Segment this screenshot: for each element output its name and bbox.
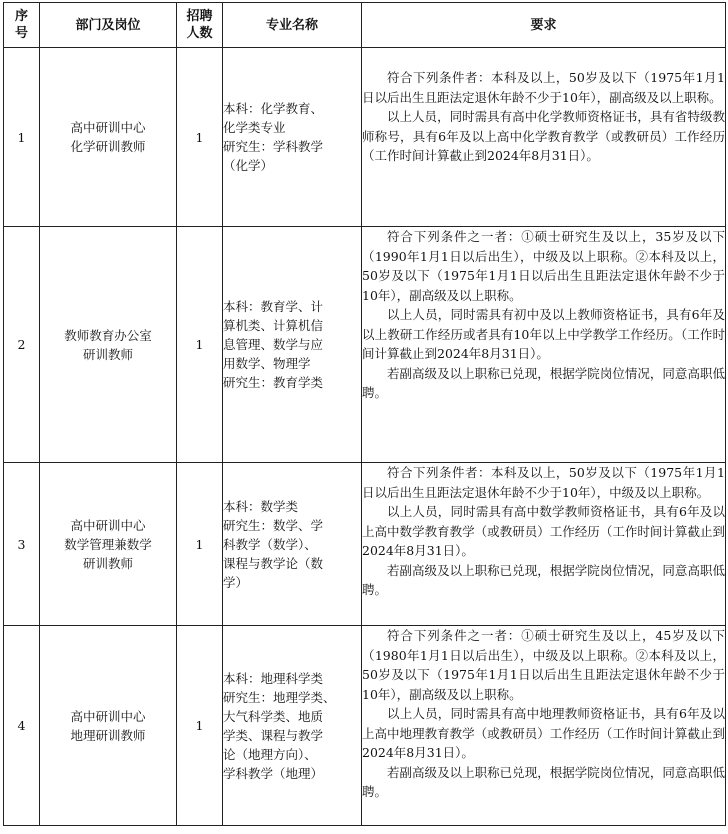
row-headcount: 1 (177, 48, 223, 227)
header-department: 部门及岗位 (40, 3, 177, 48)
row-department: 教师教育办公室 研训教师 (40, 227, 177, 463)
row-department: 高中研训中心 数学管理兼数学 研训教师 (40, 463, 177, 626)
table-row (4, 626, 726, 826)
row-headcount: 1 (177, 227, 223, 463)
row-department: 高中研训中心 化学研训教师 (40, 48, 177, 227)
row-department: 高中研训中心 地理研训教师 (40, 626, 177, 826)
row-requirements (362, 463, 726, 626)
requirement-paragraph: 若副高级及以上职称已兑现，根据学院岗位情况，同意高职低聘。 (362, 562, 725, 597)
table-row (4, 227, 726, 463)
requirement-paragraph: 若副高级及以上职称已兑现，根据学院岗位情况，同意高职低聘。 (362, 764, 725, 799)
requirement-paragraph: 若副高级及以上职称已兑现，根据学院岗位情况，同意高职低聘。 (362, 365, 725, 400)
requirement-paragraph: 符合下列条件者：本科及以上，50岁及以下（1975年1月1日以后出生且距法定退休年龄不少于10年），中级及以上职称。 (362, 465, 725, 500)
row-requirements (362, 626, 726, 826)
header-row (4, 3, 726, 48)
row-index: 4 (4, 626, 40, 826)
row-major: 本科：数学类 研究生：数学、学 科教学（数学）、 课程与教学论（数 学） (223, 463, 362, 626)
row-index: 2 (4, 227, 40, 463)
row-major: 本科：地理科学类 研究生：地理学类、 大气科学类、地质 学类、课程与教学 论（地理方向）、 学科教学（地理） (223, 626, 362, 826)
requirement-paragraph: 以上人员，同时需具有高中化学教师资格证书，具有省特级教师称号，具有6年及以上高中化学教育教学（或教研员）工作经历（工作时间计算截止到2024年8月31日）。 (362, 109, 725, 163)
header-index: 序 号 (4, 3, 40, 48)
row-headcount: 1 (177, 463, 223, 626)
row-requirements (362, 227, 726, 463)
requirement-paragraph: 以上人员，同时需具有初中及以上教师资格证书，具有6年及以上教研工作经历或者具有10年以上中学教学工作经历。（工作时间计算截止到2024年8月31日）。 (362, 307, 725, 361)
header-requirements: 要求 (362, 3, 726, 48)
row-index: 1 (4, 48, 40, 227)
requirement-paragraph: 符合下列条件之一者：①硕士研究生及以上，45岁及以下（1980年1月1日以后出生），中级及以上职称。②本科及以上，50岁及以下（1975年1月1日以后出生且距法定退休年龄不少于10年），副高级及以上职称。 (362, 628, 725, 702)
requirement-paragraph: 以上人员，同时需具有高中地理教师资格证书，具有6年及以上高中地理教育教学（或教研员）工作经历（工作时间计算截止到2024年8月31日）。 (362, 706, 725, 760)
row-index: 3 (4, 463, 40, 626)
recruitment-table (3, 2, 726, 826)
requirement-paragraph: 以上人员，同时需具有高中数学教师资格证书，具有6年及以上高中数学教育教学（或教研员）工作经历（工作时间计算截止到2024年8月31日）。 (362, 504, 725, 558)
row-major: 本科：教育学、计 算机类、计算机信 息管理、数学与应 用数学、物理学 研究生：教育学类 (223, 227, 362, 463)
table-row (4, 463, 726, 626)
requirement-paragraph: 符合下列条件者：本科及以上，50岁及以下（1975年1月1日以后出生且距法定退休年龄不少于10年），副高级及以上职称。 (362, 70, 725, 105)
row-headcount: 1 (177, 626, 223, 826)
header-major: 专业名称 (223, 3, 362, 48)
row-major: 本科：化学教育、 化学类专业 研究生：学科教学 （化学） (223, 48, 362, 227)
header-headcount: 招聘 人数 (177, 3, 223, 48)
requirement-paragraph: 符合下列条件之一者：①硕士研究生及以上，35岁及以下（1990年1月1日以后出生），中级及以上职称。②本科及以上，50岁及以下（1975年1月1日以后出生且距法定退休年龄不少于10年），副高级及以上职称。 (362, 229, 725, 303)
row-requirements (362, 48, 726, 227)
table-row (4, 48, 726, 227)
